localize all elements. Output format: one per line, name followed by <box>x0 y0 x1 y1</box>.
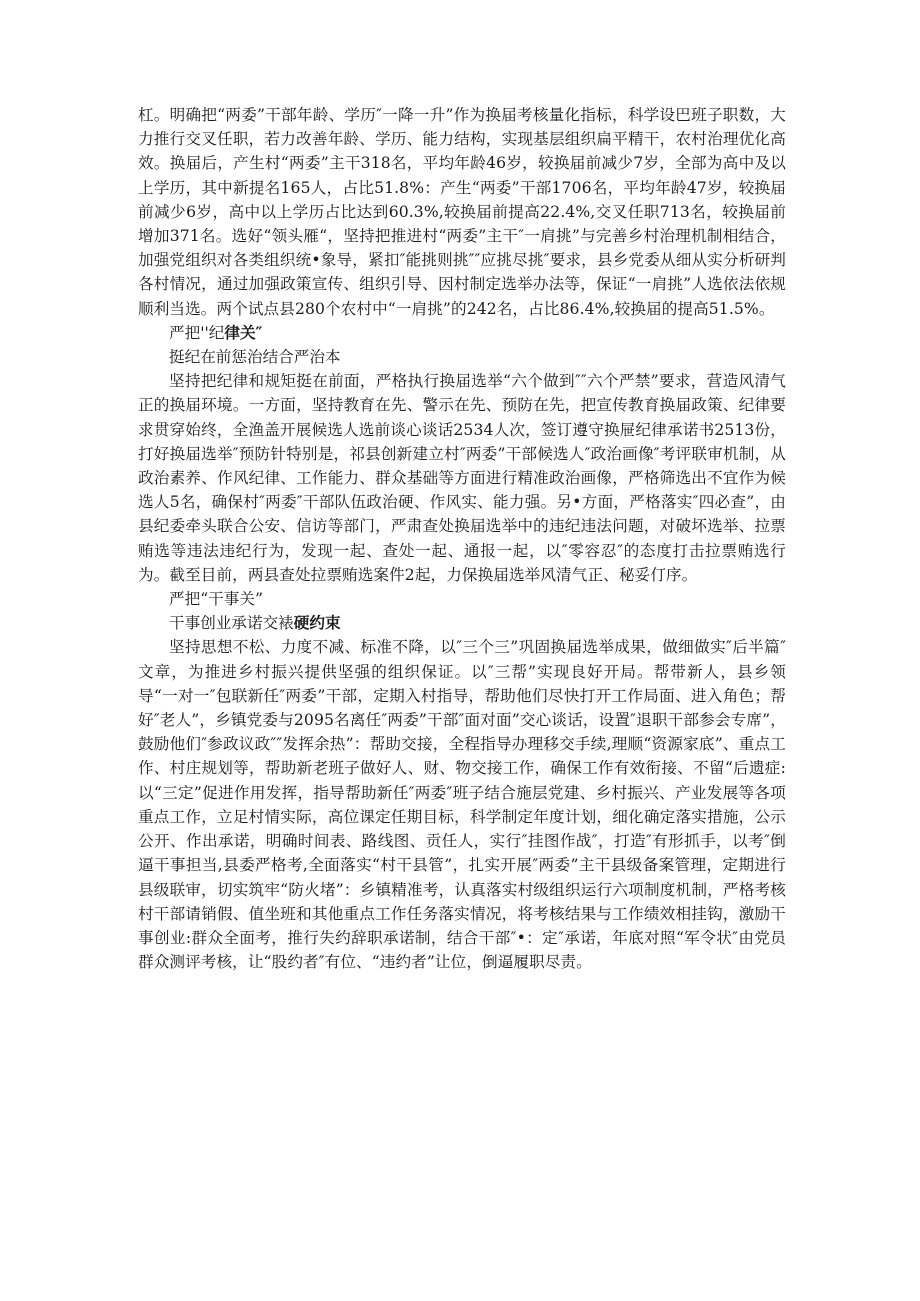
paragraph-cadre-structure: 杠。明确把“两委”干部年龄、学历″一降一升”作为换届考核量化指标，科学设巴班子职数，大力推行交叉任职，若力改善年龄、学历、能力结构，实现基层组织扁平精干，农村治理优化高效。换届后，产生村“两委”主干318名，平均年龄46岁，较换届前减少7岁，全部为高中及以上学历，其中新提名165人，占比51.8%：产生“两委”干部1706名，平均年龄47岁，较换届前减少6岁，高中以上学历占比达到60.3%,较换届前提高22.4%,交叉任职713名，较换届前增加371名。选好“领头雁“，坚持把推进村“两委”主干″一肩挑”与完善乡村治理机制相结合，加强党组织对各类组织统•象导，紧扣″能挑则挑″″应挑尽挑″要求，县乡党委从细从实分析研判各村情况，通过加强政策宣传、组织引导、因村制定选举办法等，保证“一肩挑”人选依法依规顺利当选。两个试点县280个农村中“一肩挑”的242名，占比86.4%,较换届的提高51.5%。 <box>138 106 786 318</box>
section-heading-discipline <box>138 321 786 345</box>
paragraph-work-commitment: 坚持思想不松、力度不减、标准不降，以″三个三”巩固换届选举成果，做细做实″后半篇″文章，为推进乡村振兴提供坚强的组织保证。以″三帮”实现良好开局。帮带新人，县乡领导“一对一″包联新任″两委”干部，定期入村指导，帮助他们尽快打开工作局面、进入角色；帮好″老人”，乡镇党委与2095名离任″两委”干部″面对面”交心谈话，设置″退职干部参会专席”，鼓励他们″参政议政″″发挥余热”：帮助交接，全程指导办理移交手续,理顺“资源家底”、重点工作、村庄规划等，帮助新老班子做好人、财、物交接工作，确保工作有效衔接、不留“后遗症:以“三定”促进作用发挥，指导帮助新任″两委″班子结合施层党建、乡村振兴、产业发展等各项重点工作，立足村情实际，高位课定任期目标，科学制定年度计划，细化确定落实措施，公示公开、作出承诺，明确时间表、路线图、贡任人，实行″挂图作战″，打造″有形抓手，以考″倒逼干事担当,县委严格考,全面落实“村干县管”，扎实开展″两委”主干县级备案管理，定期进行县级联审，切实筑牢“防火堵”：乡镇精准考，认真落实村级组织运行六项制度机制，严格考核村干部请销假、值坐班和其他重点工作任务落实情况，将考核结果与工作绩效相挂钩，激励干事创业:群众全面考，推行失约辞职承诺制，结合干部″•：定″承诺，年底对照“军令状″由党员群众测评考核，让“股约者″有位、“违约者”让位，倒逼履职尽责。 <box>138 638 786 972</box>
section-subheading-discipline: 挺纪在前惩治结合严治本 <box>169 348 341 367</box>
section-heading-work: 严把“干事关” <box>169 590 263 609</box>
section-subheading-work <box>138 611 786 635</box>
document-page <box>138 103 786 974</box>
subheading-text-bold: 硬约束 <box>293 613 341 633</box>
heading-text: 严把''纪 <box>169 323 225 342</box>
heading-text-bold: 律关″ <box>224 322 263 342</box>
subheading-text: 干事创业承诺交裱 <box>169 614 294 633</box>
paragraph-discipline: 坚持把纪律和规矩挺在前面，严格执行换届选举“六个做到″″六个严禁”要求，营造风清气正的换届环境。一方面，坚持教育在先、警示在先、预防在先，把宣传教育换届政策、纪律要求贯穿始终，全渔盖开展候选人选前谈心谈话2534人次，签订遵守换屉纪律承诺书2513份，打好换届选举″预防针特别是，祁县创新建立村″两委”干部候选人″政治画像″考评联审机制，从政治素养、作风纪律、工作能力、群众基础等方面进行精准政治画像，严格筛选出不宜作为候选人5名，确保村″两委″干部队伍政治硬、作风实、能力强。另•方面，严格落实″四必查”，由县纪委牵头联合公安、信访等部门，严肃查处换届选举中的违纪违法问题，对破坏选举、拉票贿选等违法违纪行为，发现一起、查处一起、通报一起，以″零容忍″的态度打击拉票贿选行为。截至目前，两县查处拉票贿选案件2起，力保换届选举风清气正、秘妥仃序。 <box>138 372 786 584</box>
